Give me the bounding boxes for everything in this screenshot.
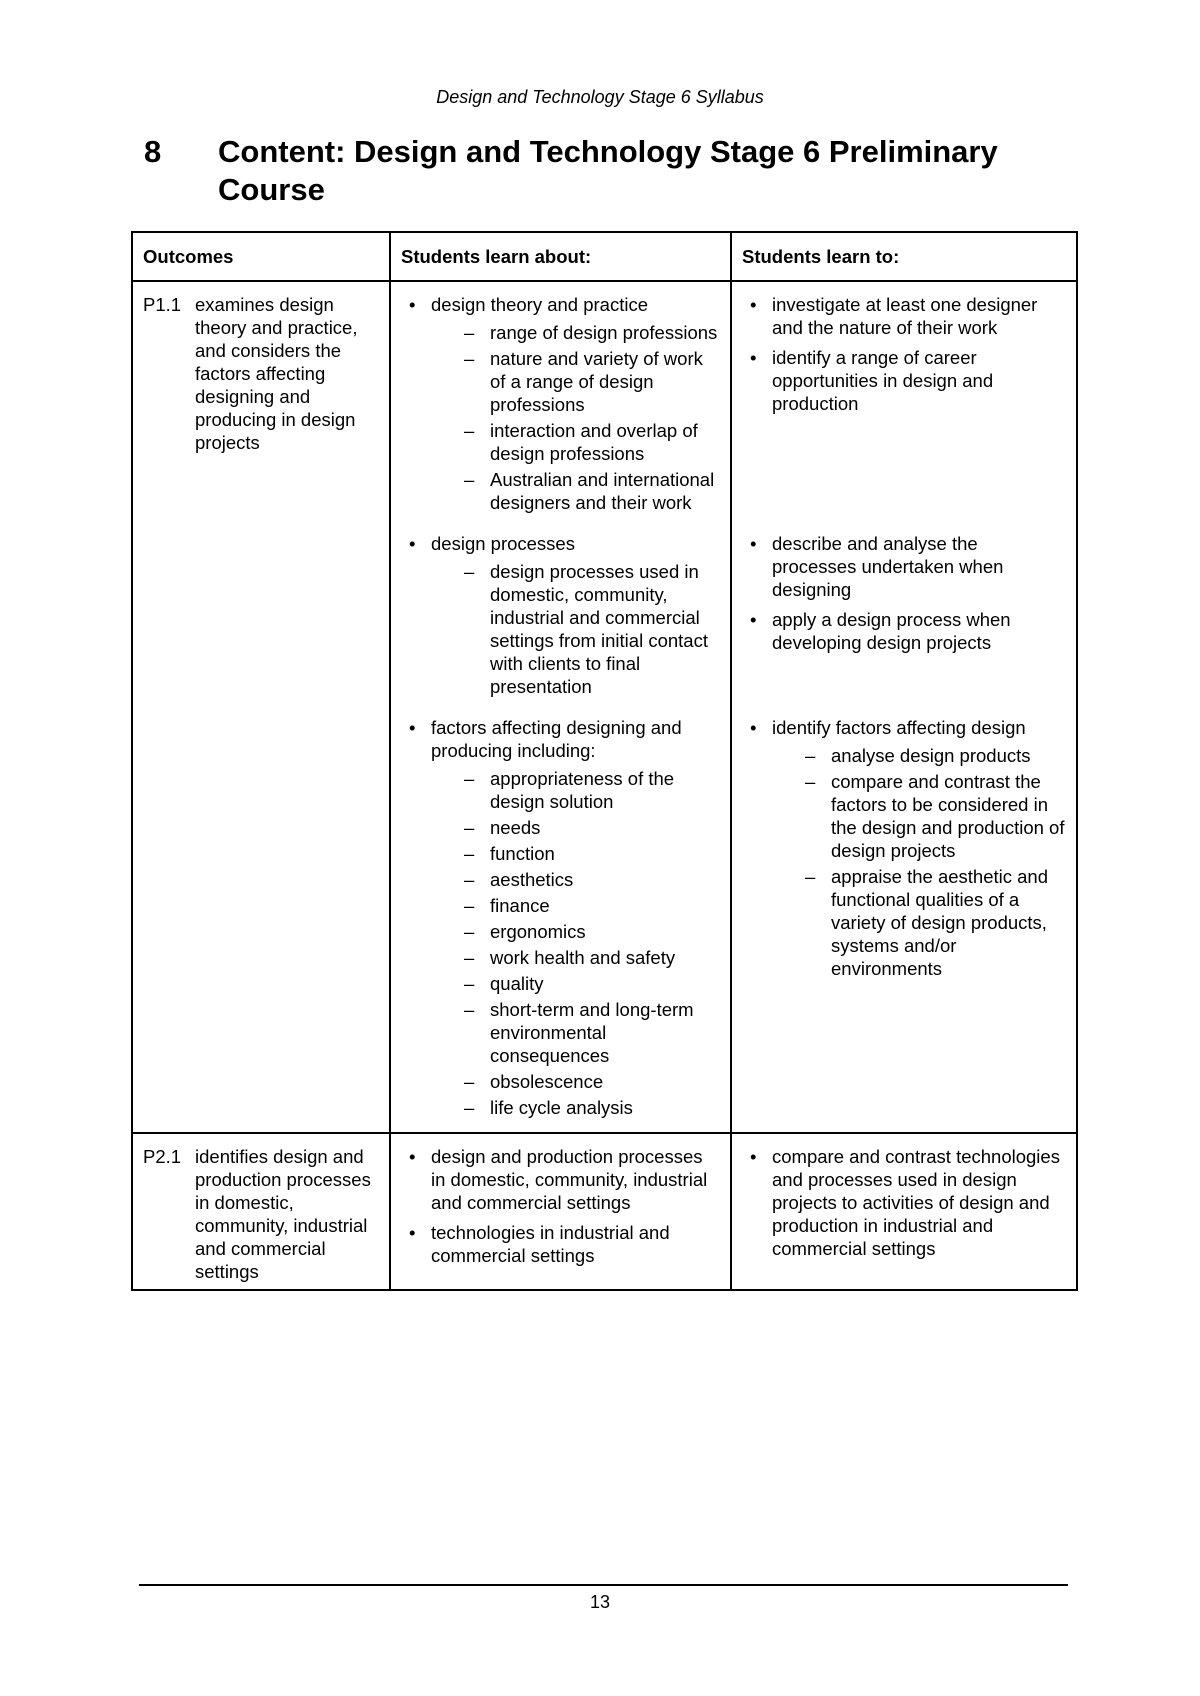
bullet-point [742, 1145, 1066, 1260]
bullet-text: technologies in industrial and commercial settings [431, 1222, 670, 1266]
sub-point: – appraise the aesthetic and functional qualities of a variety of design products, systems and/or environments [802, 865, 1066, 980]
sub-point: – function [461, 842, 720, 865]
outcome [143, 293, 379, 454]
header-outcomes: Outcomes [132, 232, 390, 281]
bullet-text: design theory and practice [431, 294, 648, 315]
table-body [132, 281, 1077, 1290]
sub-point: – aesthetics [461, 868, 720, 891]
sub-point: – ergonomics [461, 920, 720, 943]
sub-point: – Australian and international designers and their work [461, 468, 720, 514]
bullet-text: factors affecting designing and producing including: [431, 717, 682, 761]
sub-point-list [431, 560, 720, 698]
section-title: Content: Design and Technology Stage 6 Preliminary Course [218, 134, 998, 207]
outcome-cell [132, 281, 390, 1133]
table-row [132, 1133, 1077, 1290]
bullet-point [401, 1145, 720, 1214]
bullet-point [401, 532, 720, 698]
section-number: 8 [144, 134, 162, 169]
bullet-point [742, 608, 1066, 654]
learn-about-group [401, 716, 720, 1119]
sub-point: – work health and safety [461, 946, 720, 969]
sub-point-list [431, 767, 720, 1119]
sub-point: – appropriateness of the design solution [461, 767, 720, 813]
outcome-code: P1.1 [143, 294, 182, 315]
learn-about-group [401, 1145, 720, 1267]
learn-about-cell [390, 281, 731, 1133]
bullet-point [742, 716, 1066, 980]
outcome-code: P2.1 [143, 1146, 182, 1167]
bullet-point [742, 532, 1066, 601]
bullet-point [401, 293, 720, 514]
bullet-text: identify factors affecting design [772, 717, 1026, 738]
sub-point: – compare and contrast the factors to be considered in the design and production of design projects [802, 770, 1066, 862]
learn-to-cell [731, 1133, 1077, 1290]
sub-point: – nature and variety of work of a range of design professions [461, 347, 720, 416]
sub-point-list [772, 744, 1066, 980]
bullet-point [401, 1221, 720, 1267]
learn-to-group [742, 716, 1066, 1119]
bullet-text: design processes [431, 533, 575, 554]
page-number: 13 [589, 1592, 611, 1612]
header-learn-to: Students learn to: [731, 232, 1077, 281]
header-learn-about: Students learn about: [390, 232, 731, 281]
learn-about-group [401, 293, 720, 514]
running-header: Design and Technology Stage 6 Syllabus [436, 87, 764, 107]
footer-rule [139, 1584, 1068, 1586]
sub-point: – life cycle analysis [461, 1096, 720, 1119]
bullet-text: investigate at least one designer and the nature of their work [772, 294, 1038, 338]
learn-to-group [742, 293, 1066, 514]
sub-point: – finance [461, 894, 720, 917]
sub-point: – obsolescence [461, 1070, 720, 1093]
sub-point: – quality [461, 972, 720, 995]
sub-point: – design processes used in domestic, community, industrial and commercial settings from initial contact with clients to final presentation [461, 560, 720, 698]
learn-to-group [742, 1145, 1066, 1267]
table-header-row [132, 232, 1077, 281]
outcome-cell [132, 1133, 390, 1290]
sub-point: – analyse design products [802, 744, 1066, 767]
bullet-text: identify a range of career opportunities in design and production [772, 347, 994, 414]
content-table [131, 231, 1078, 1291]
sub-point-list [431, 321, 720, 514]
bullet-point [742, 346, 1066, 415]
table-row [132, 281, 1077, 1133]
learn-about-group [401, 532, 720, 698]
sub-point: – interaction and overlap of design professions [461, 419, 720, 465]
outcome-text: identifies design and production processes in domestic, community, industrial and commercial settings [195, 1146, 371, 1282]
bullet-text: design and production processes in domestic, community, industrial and commercial settings [431, 1146, 708, 1213]
outcome [143, 1145, 379, 1283]
learn-about-cell [390, 1133, 731, 1290]
sub-point: – short-term and long-term environmental consequences [461, 998, 720, 1067]
bullet-text: apply a design process when developing design projects [772, 609, 1011, 653]
bullet-text: compare and contrast technologies and processes used in design projects to activities of design and production in industrial and commercial settings [772, 1146, 1060, 1259]
learn-to-group [742, 532, 1066, 698]
bullet-point [401, 716, 720, 1119]
sub-point: – needs [461, 816, 720, 839]
bullet-point [742, 293, 1066, 339]
outcome-text: examines design theory and practice, and considers the factors affecting designing and producing in design projects [195, 294, 358, 453]
learn-to-cell [731, 281, 1077, 1133]
bullet-text: describe and analyse the processes undertaken when designing [772, 533, 1004, 600]
sub-point: – range of design professions [461, 321, 720, 344]
